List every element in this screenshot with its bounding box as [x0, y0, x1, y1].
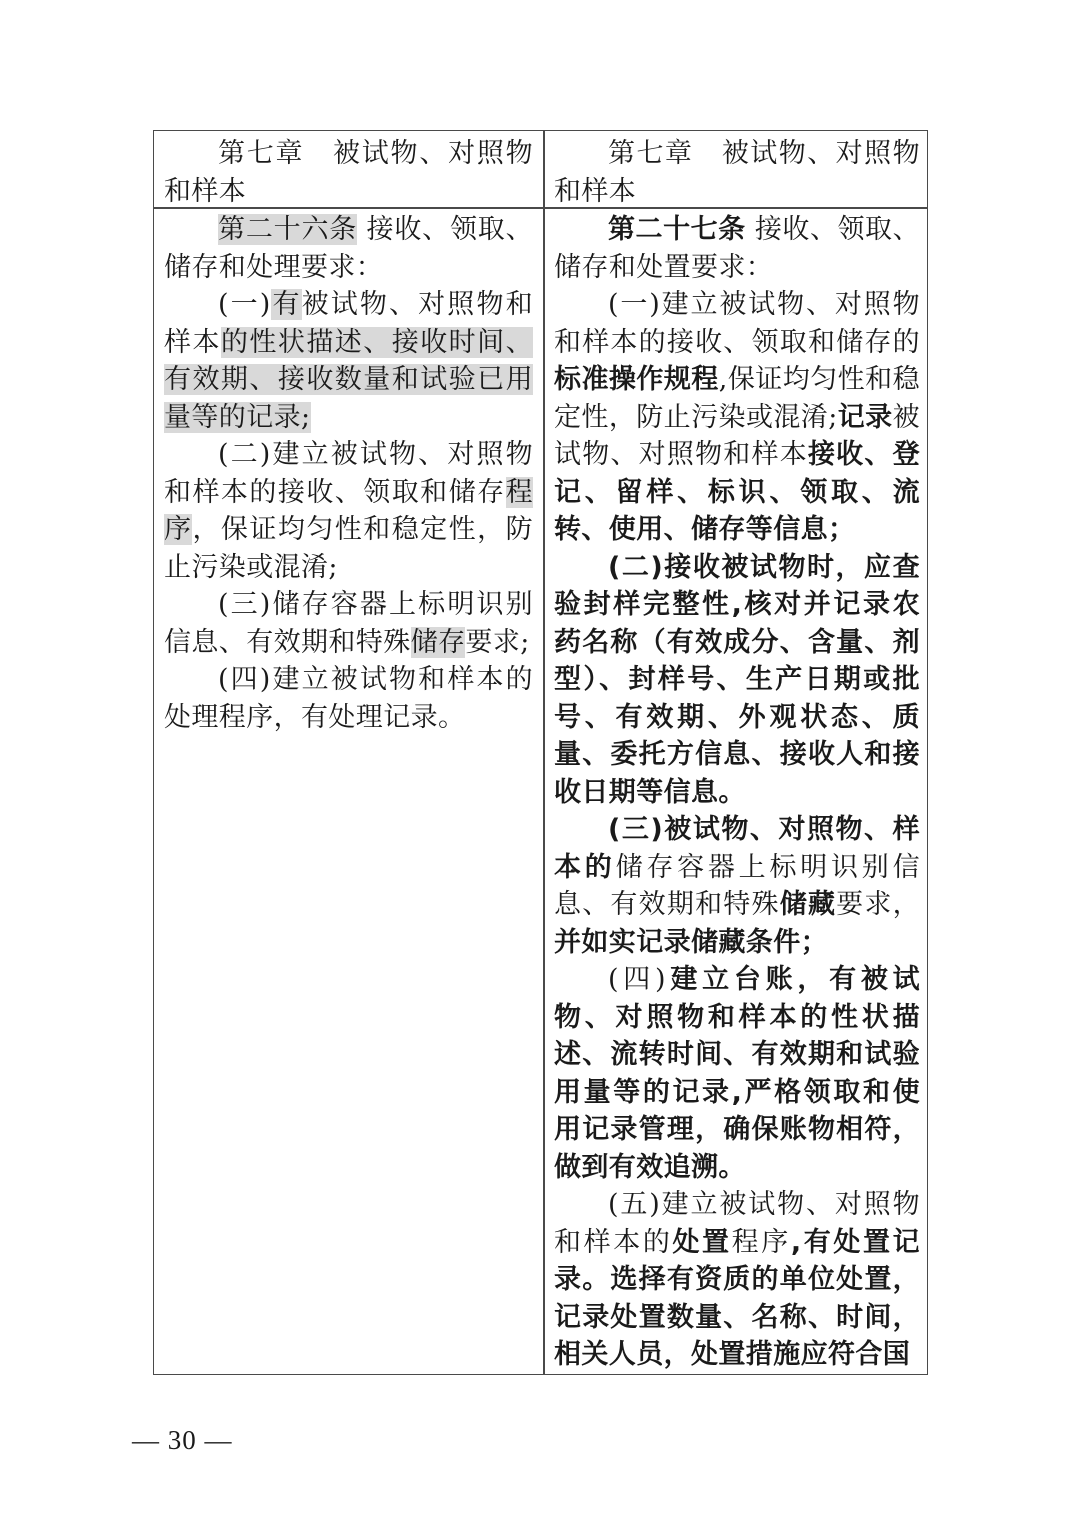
new-article-cell [554, 211, 920, 1374]
new-clause-4: (四)建立台账，有被试物、对照物和样本的性状描述、流转时间、有效期和试验用量等的记录,严格领取和使用记录管理，确保账物相符，做到有效追溯。 [554, 964, 920, 1183]
new-clause-3: (三)被试物、对照物、样本的储存容器上标明识别信息、有效期和特殊储藏要求，并如实记录储藏条件； [554, 814, 921, 958]
comparison-table [153, 130, 928, 1375]
header-cell-right [554, 135, 920, 207]
header-cell-left [164, 135, 533, 207]
new-clause-2: (二)接收被试物时，应查验封样完整性,核对并记录农药名称（有效成分、含量、剂型）、封样号、生产日期或批号、有效期、外观状态、质量、委托方信息、接收人和接收日期等信息。 [554, 551, 920, 808]
page-number: — 30 — [132, 1425, 233, 1455]
column-divider [543, 131, 545, 1374]
new-clause-1: (一)建立被试物、对照物和样本的接收、领取和储存的标准操作规程,保证均匀性和稳定性，防止污染或混淆;记录被试物、对照物和样本接收、登记、留样、标识、领取、流转、使用、储存等信息； [554, 289, 920, 545]
old-clause-3: (三)储存容器上标明识别信息、有效期和特殊储存要求; [164, 589, 533, 658]
new-clause-5: (五)建立被试物、对照物和样本的处置程序,有处置记录。选择有资质的单位处置，记录处置数量、名称、时间，相关人员，处置措施应符合国 [554, 1189, 920, 1370]
old-article-cell [164, 211, 533, 736]
old-clause-4: (四)建立被试物和样本的处理程序，有处理记录。 [164, 664, 533, 733]
chapter-title-left: 第七章 被试物、对照物和样本 [164, 138, 533, 207]
old-article-label: 第二十六条 [218, 214, 358, 245]
old-clause-1: (一)有被试物、对照物和样本的性状描述、接收时间、有效期、接收数量和试验已用量等的记录; [164, 289, 533, 433]
new-article-title: 第二十七条 接收、领取、储存和处置要求： [554, 214, 920, 283]
old-article-title: 第二十六条 接收、领取、储存和处理要求： [164, 214, 534, 283]
old-clause-2: (二)建立被试物、对照物和样本的接收、领取和储存程序，保证均匀性和稳定性，防止污染或混淆; [164, 439, 533, 583]
new-article-label: 第二十七条 [608, 214, 746, 245]
chapter-title-right: 第七章 被试物、对照物和样本 [554, 138, 920, 207]
